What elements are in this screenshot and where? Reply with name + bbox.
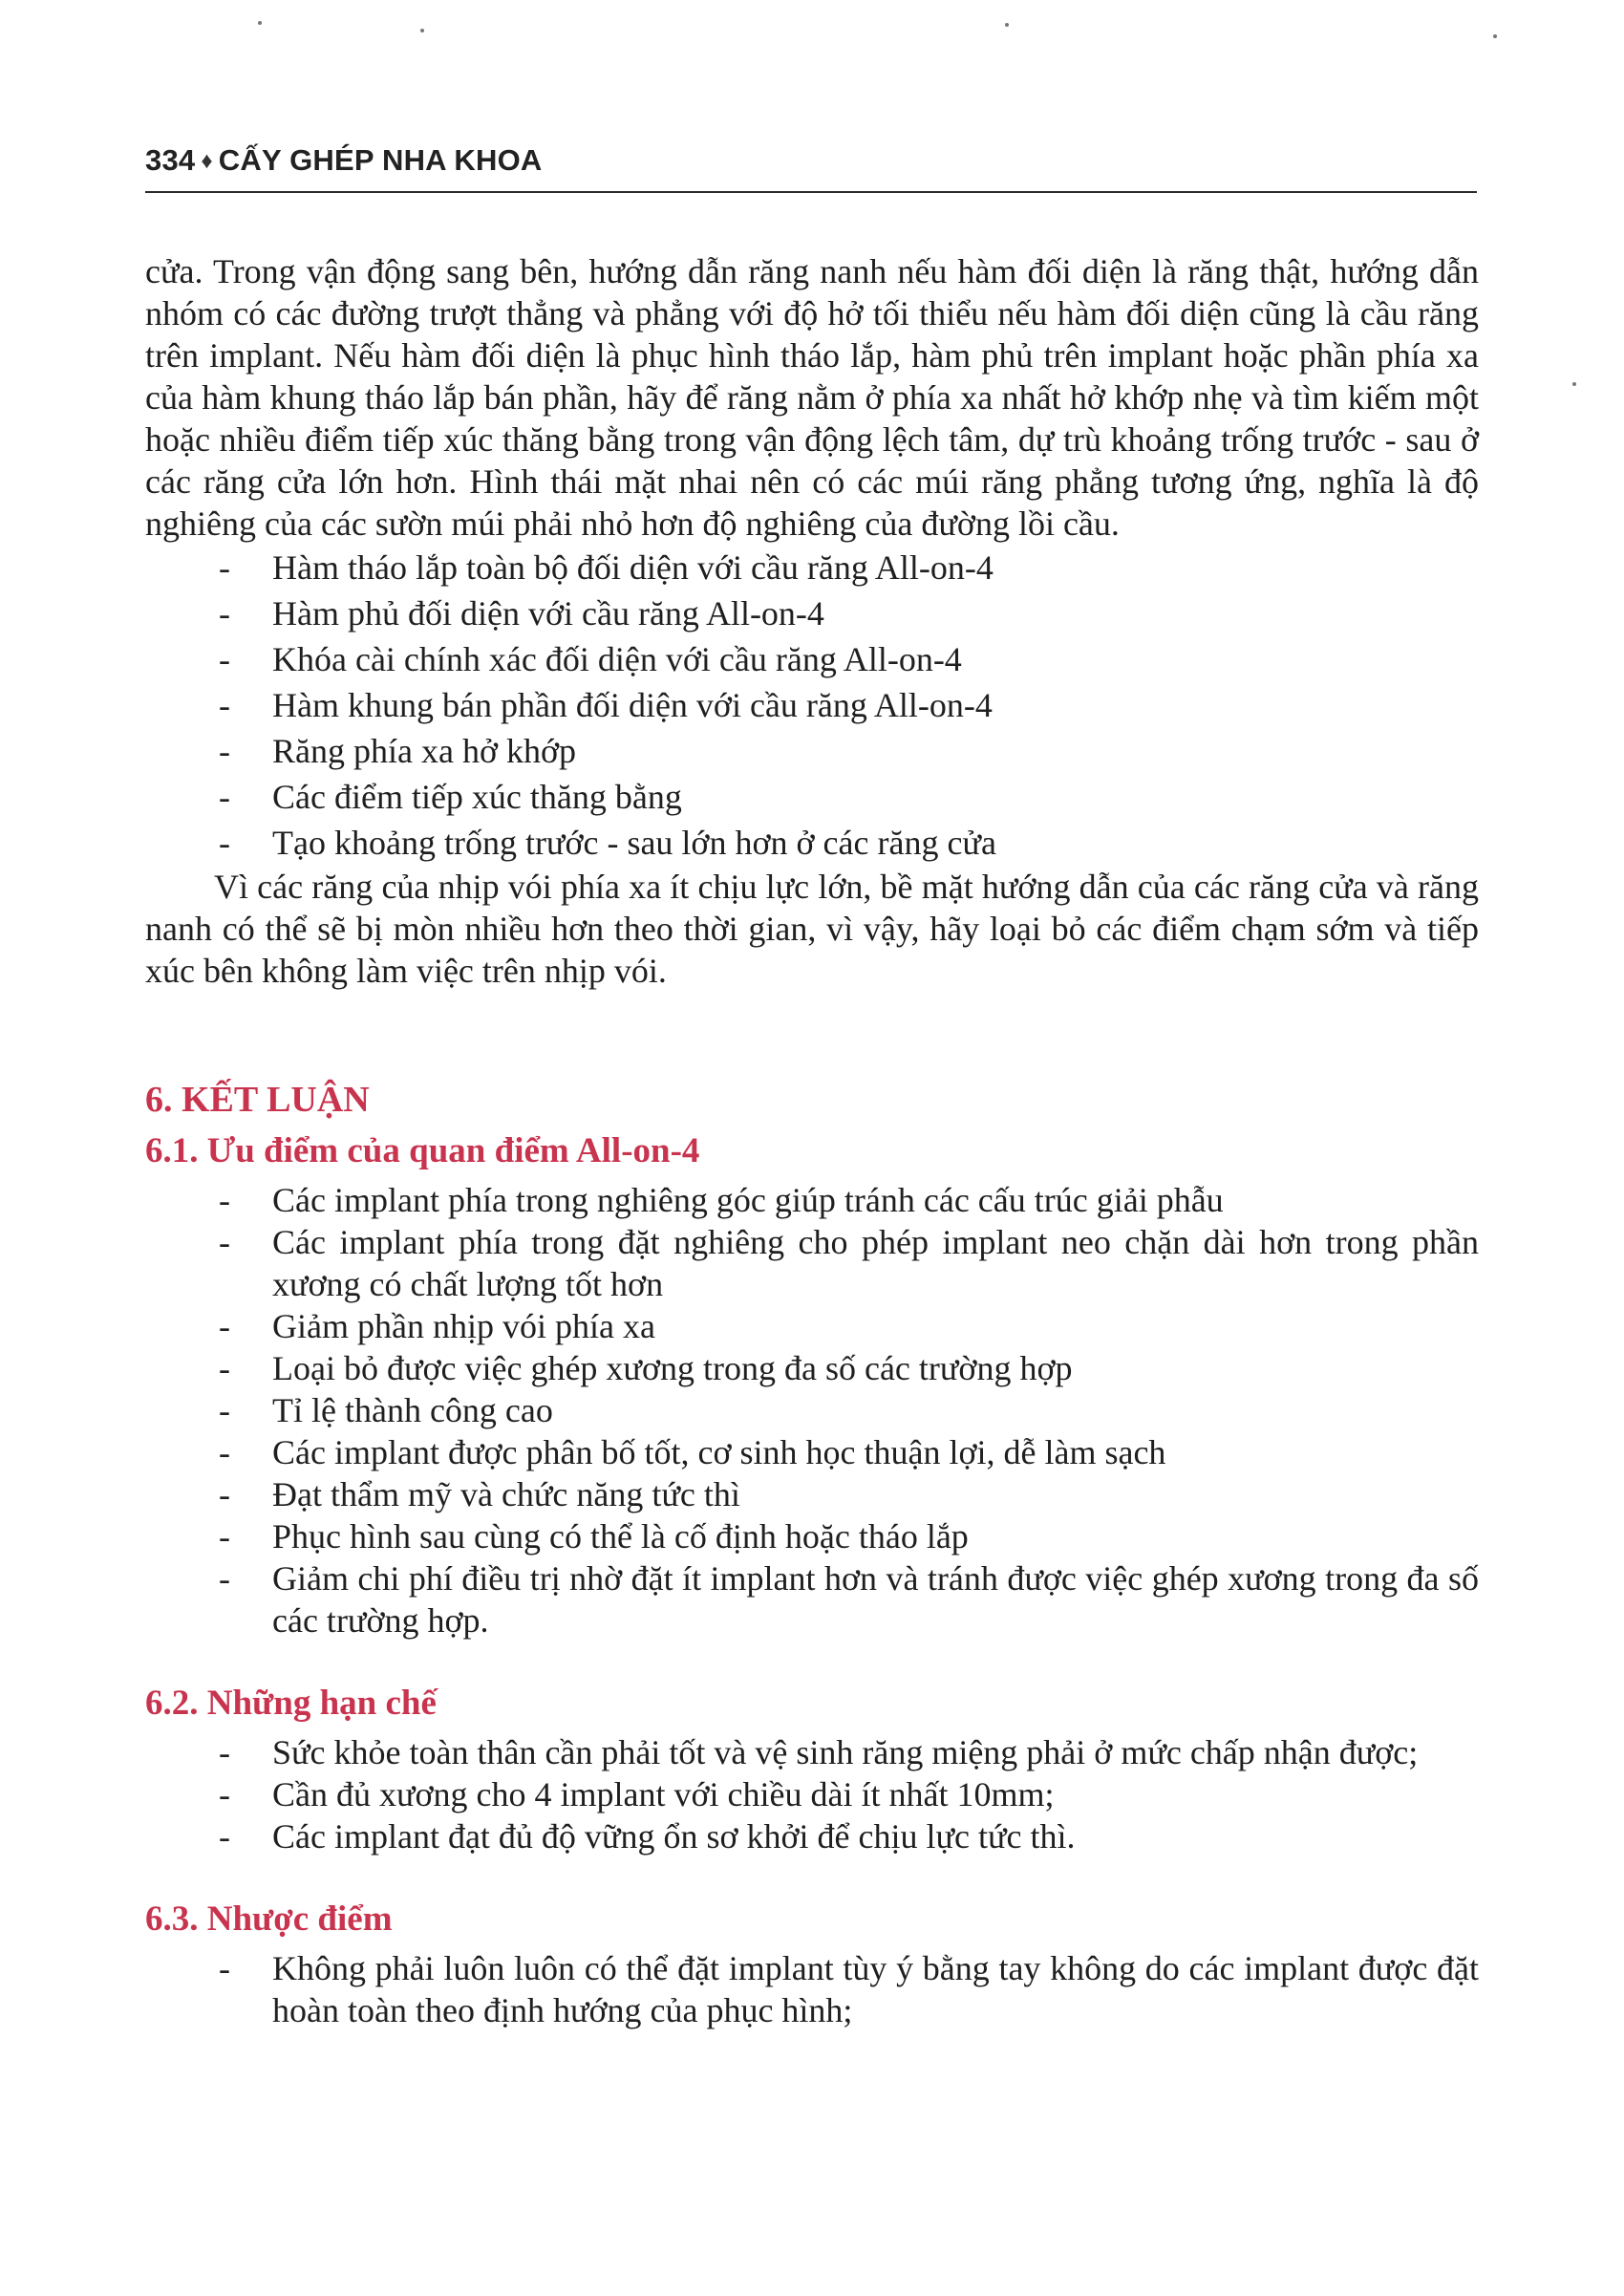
list-item bbox=[145, 1557, 1479, 1642]
dash-marker: - bbox=[219, 1733, 230, 1771]
dash-marker: - bbox=[219, 1559, 230, 1598]
dash-marker: - bbox=[219, 1817, 230, 1856]
list-item bbox=[145, 728, 1479, 774]
list-item bbox=[145, 1731, 1479, 1773]
header-rule bbox=[145, 191, 1477, 193]
list-item bbox=[145, 1431, 1479, 1473]
list-item bbox=[145, 1773, 1479, 1815]
subheading-limitations: 6.2. Những hạn chế bbox=[145, 1684, 437, 1723]
dash-marker: - bbox=[219, 1307, 230, 1345]
diamond-separator-icon: ♦ bbox=[201, 148, 213, 174]
list-item-text: Loại bỏ được việc ghép xương trong đa số các trường hợp bbox=[272, 1349, 1073, 1387]
book-title: CẤY GHÉP NHA KHOA bbox=[218, 143, 543, 177]
list-item bbox=[145, 1179, 1479, 1221]
disadvantages-list bbox=[145, 1947, 1479, 2031]
closing-paragraph: Vì các răng của nhịp vói phía xa ít chịu lực lớn, bề mặt hướng dẫn của các răng cửa và răng nanh có thể sẽ bị mòn nhiều hơn theo thời gian, vì vậy, hãy loại bỏ các điểm chạm sớm và tiếp xúc bên không làm việc trên nhịp vói. bbox=[145, 868, 1479, 990]
scan-speck bbox=[1493, 34, 1497, 38]
dash-marker: - bbox=[219, 548, 230, 587]
list-item bbox=[145, 1815, 1479, 1857]
section-heading-conclusion: 6. KẾT LUẬN bbox=[145, 1080, 370, 1120]
list-item-text: Hàm khung bán phần đối diện với cầu răng All-on-4 bbox=[272, 686, 993, 724]
list-item bbox=[145, 1389, 1479, 1431]
dash-marker: - bbox=[219, 1391, 230, 1429]
subheading-disadvantages: 6.3. Nhược điểm bbox=[145, 1899, 393, 1939]
advantages-list bbox=[145, 1179, 1479, 1642]
list-item bbox=[145, 1947, 1479, 2031]
list-item-text: Cần đủ xương cho 4 implant với chiều dài ít nhất 10mm; bbox=[272, 1775, 1055, 1813]
list-item-text: Phục hình sau cùng có thể là cố định hoặc tháo lắp bbox=[272, 1517, 969, 1556]
dash-marker: - bbox=[219, 1349, 230, 1387]
dash-marker: - bbox=[219, 732, 230, 770]
list-item bbox=[145, 1221, 1479, 1305]
dash-marker: - bbox=[219, 686, 230, 724]
page-body bbox=[145, 250, 1479, 2031]
list-item bbox=[145, 774, 1479, 820]
list-item bbox=[145, 1515, 1479, 1557]
dash-marker: - bbox=[219, 1517, 230, 1556]
dash-marker: - bbox=[219, 1433, 230, 1471]
list-item-text: Các implant được phân bố tốt, cơ sinh học thuận lợi, dễ làm sạch bbox=[272, 1433, 1166, 1471]
list-item bbox=[145, 820, 1479, 866]
list-item-text: Tỉ lệ thành công cao bbox=[272, 1391, 553, 1429]
list-item-text: Không phải luôn luôn có thể đặt implant tùy ý bằng tay không do các implant được đặt hoàn toàn theo định hướng của phục hình; bbox=[272, 1949, 1479, 2029]
dash-marker: - bbox=[219, 778, 230, 816]
list-item-text: Giảm chi phí điều trị nhờ đặt ít implant hơn và tránh được việc ghép xương trong đa số các trường hợp. bbox=[272, 1559, 1479, 1640]
list-item-text: Giảm phần nhịp vói phía xa bbox=[272, 1307, 655, 1345]
scan-speck bbox=[258, 21, 262, 25]
dash-marker: - bbox=[219, 1949, 230, 1987]
page-number: 334 bbox=[145, 143, 196, 177]
list-item bbox=[145, 590, 1479, 636]
list-item-text: Đạt thẩm mỹ và chức năng tức thì bbox=[272, 1475, 740, 1513]
list-item bbox=[145, 636, 1479, 682]
scan-speck bbox=[1572, 382, 1576, 386]
dash-marker: - bbox=[219, 1181, 230, 1219]
dash-marker: - bbox=[219, 1223, 230, 1261]
running-header bbox=[145, 143, 1479, 178]
dash-marker: - bbox=[219, 640, 230, 678]
list-item-text: Hàm tháo lắp toàn bộ đối diện với cầu răng All-on-4 bbox=[272, 548, 994, 587]
list-item-text: Các implant phía trong đặt nghiêng cho phép implant neo chặn dài hơn trong phần xương có chất lượng tốt hơn bbox=[272, 1223, 1479, 1303]
list-item-text: Hàm phủ đối diện với cầu răng All-on-4 bbox=[272, 594, 824, 633]
list-item bbox=[145, 1473, 1479, 1515]
list-item-text: Răng phía xa hở khớp bbox=[272, 732, 577, 770]
list-item bbox=[145, 1305, 1479, 1347]
dash-marker: - bbox=[219, 1775, 230, 1813]
dash-marker: - bbox=[219, 1475, 230, 1513]
list-item-text: Sức khỏe toàn thân cần phải tốt và vệ sinh răng miệng phải ở mức chấp nhận được; bbox=[272, 1733, 1419, 1771]
list-item bbox=[145, 1347, 1479, 1389]
list-item bbox=[145, 545, 1479, 590]
scan-speck bbox=[420, 29, 424, 32]
list-item-text: Khóa cài chính xác đối diện với cầu răng All-on-4 bbox=[272, 640, 962, 678]
list-item bbox=[145, 682, 1479, 728]
dash-marker: - bbox=[219, 824, 230, 862]
opposing-arch-list bbox=[145, 545, 1479, 866]
subheading-advantages: 6.1. Ưu điểm của quan điểm All-on-4 bbox=[145, 1131, 700, 1170]
list-item-text: Tạo khoảng trống trước - sau lớn hơn ở các răng cửa bbox=[272, 824, 996, 862]
intro-paragraph: cửa. Trong vận động sang bên, hướng dẫn răng nanh nếu hàm đối diện là răng thật, hướng dẫn nhóm có các đường trượt thẳng và phẳng với độ hở tối thiểu nếu hàm đối diện cũng là cầu răng trên implant. Nếu hàm đối diện là phục hình tháo lắp, hàm phủ trên implant hoặc phần phía xa của hàm khung tháo lắp bán phần, hãy để răng nằm ở phía xa nhất hở khớp nhẹ và tìm kiếm một hoặc nhiều điểm tiếp xúc thăng bằng trong vận động lệch tâm, dự trù khoảng trống trước - sau ở các răng cửa lớn hơn. Hình thái mặt nhai nên có các múi răng phẳng tương ứng, nghĩa là độ nghiêng của các sườn múi phải nhỏ hơn độ nghiêng của đường lồi cầu. bbox=[145, 252, 1479, 543]
limitations-list bbox=[145, 1731, 1479, 1857]
list-item-text: Các điểm tiếp xúc thăng bằng bbox=[272, 778, 682, 816]
dash-marker: - bbox=[219, 594, 230, 633]
list-item-text: Các implant đạt đủ độ vững ổn sơ khởi để chịu lực tức thì. bbox=[272, 1817, 1076, 1856]
list-item-text: Các implant phía trong nghiêng góc giúp tránh các cấu trúc giải phẫu bbox=[272, 1181, 1224, 1219]
scan-speck bbox=[1005, 23, 1009, 27]
